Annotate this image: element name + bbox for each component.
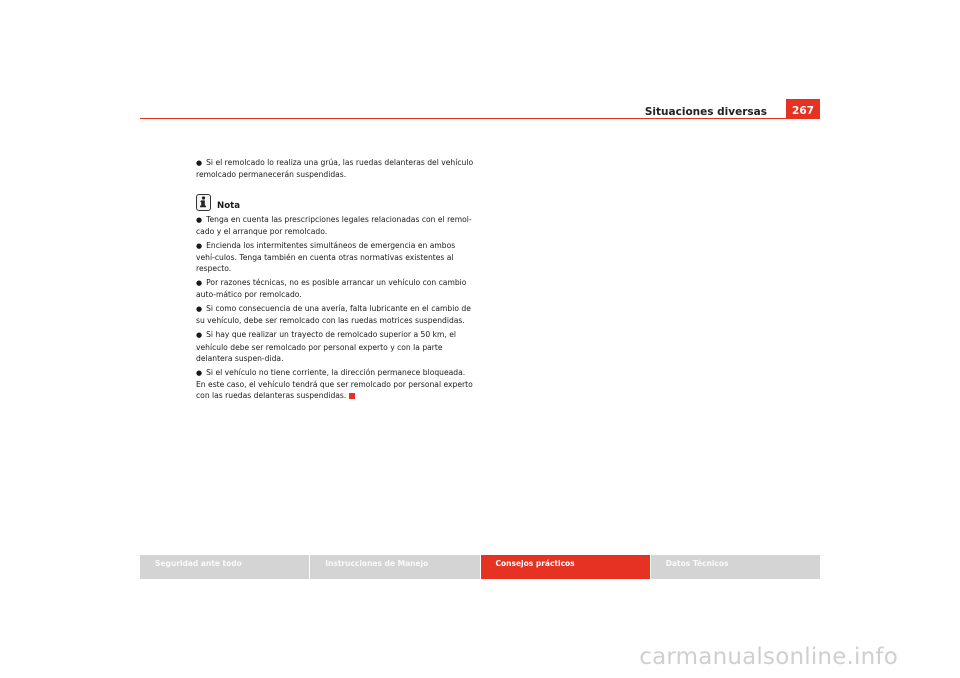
- list-item: [196, 329, 476, 364]
- note-heading: [196, 194, 476, 211]
- footer-tab-instrucciones[interactable]: Instrucciones de Manejo: [310, 555, 479, 579]
- bullet-icon: ●: [196, 241, 203, 250]
- list-item: [196, 240, 476, 275]
- list-item: [196, 157, 476, 181]
- end-of-section-icon: [349, 393, 355, 399]
- section-title: Situaciones diversas: [644, 106, 767, 118]
- page-number: 267: [786, 99, 820, 118]
- list-item-text: Si como consecuencia de una avería, falta lubricante en el cambio de su vehículo, debe ser remolcado con las ruedas motrices suspendidas.: [196, 304, 471, 326]
- list-item-text: Encienda los intermitentes simultáneos de emergencia en ambos vehí-culos. Tenga también en cuenta otras normativas existentes al respecto.: [196, 240, 456, 274]
- list-item: [196, 277, 476, 301]
- header-divider: [140, 118, 820, 119]
- list-item: [196, 367, 476, 402]
- bullet-icon: ●: [196, 368, 203, 377]
- info-exclamation-icon: [196, 194, 211, 211]
- list-item-text: Tenga en cuenta las prescripciones legales relacionadas con el remol-cado y el arranque por remolcado.: [196, 214, 472, 236]
- bullet-icon: ●: [196, 331, 203, 340]
- list-item: [196, 214, 476, 238]
- list-item-text: Por razones técnicas, no es posible arrancar un vehículo con cambio auto-mático por remolcado.: [196, 278, 467, 300]
- note-title: Nota: [217, 200, 241, 211]
- list-item-text: Si hay que realizar un trayecto de remolcado superior a 50 km, el vehículo debe ser remolcado por personal experto y con la parte delantera suspen-dida.: [196, 330, 457, 363]
- watermark: carmanualsonline.info: [639, 644, 898, 670]
- bullet-icon: ●: [196, 279, 203, 288]
- footer-tab-seguridad[interactable]: Seguridad ante todo: [140, 555, 309, 579]
- bullet-icon: ●: [196, 305, 203, 314]
- bullet-icon: ●: [196, 159, 203, 167]
- list-item: [196, 303, 476, 327]
- list-item-text: Si el vehículo no tiene corriente, la dirección permanece bloqueada. En este caso, el vehículo tendrá que ser remolcado por personal experto con las ruedas delanteras suspendidas.: [196, 367, 473, 401]
- footer-nav: [140, 555, 820, 579]
- list-item-text: Si el remolcado lo realiza una grúa, las ruedas delanteras del vehículo remolcado permanecerán suspendidas.: [196, 158, 474, 180]
- footer-tab-datos[interactable]: Datos Técnicos: [651, 555, 820, 579]
- footer-tab-consejos[interactable]: Consejos prácticos: [481, 555, 650, 579]
- page-content: [196, 157, 476, 404]
- bullet-icon: ●: [196, 215, 203, 224]
